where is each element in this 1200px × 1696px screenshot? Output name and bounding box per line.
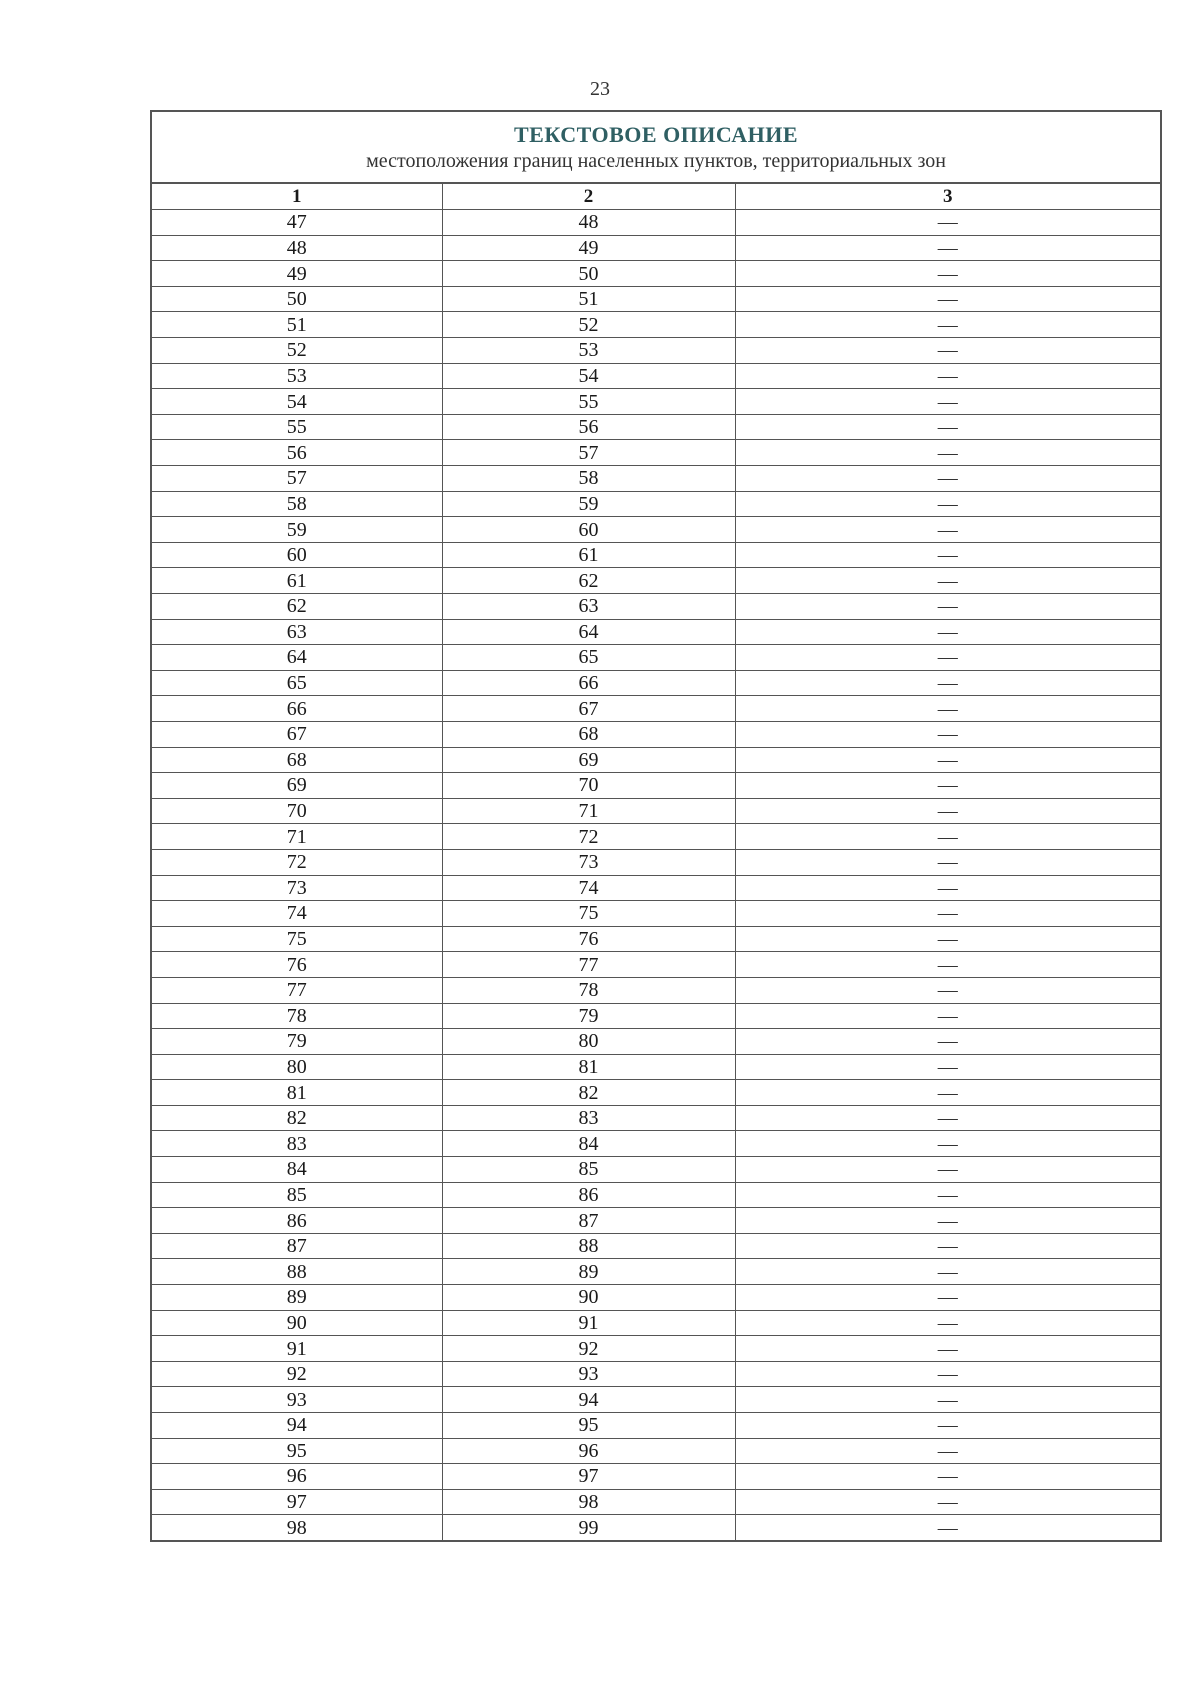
table-row xyxy=(152,875,1160,901)
table-cell-col1: 50 xyxy=(152,286,442,312)
column-header-3: 3 xyxy=(735,184,1160,210)
table-row xyxy=(152,977,1160,1003)
table-body xyxy=(152,210,1160,1541)
boundary-grid xyxy=(152,184,1160,1540)
table-cell-col1: 90 xyxy=(152,1310,442,1336)
table-cell-col1: 88 xyxy=(152,1259,442,1285)
table-subtitle: местоположения границ населенных пунктов, территориальных зон xyxy=(366,150,946,172)
table-row xyxy=(152,670,1160,696)
table-cell-col1: 84 xyxy=(152,1157,442,1183)
table-cell-col1: 79 xyxy=(152,1029,442,1055)
table-title-block xyxy=(152,112,1160,184)
table-cell-col3: — xyxy=(735,1080,1160,1106)
table-cell-col3: — xyxy=(735,1285,1160,1311)
table-cell-col2: 67 xyxy=(442,696,735,722)
table-row xyxy=(152,1208,1160,1234)
table-row xyxy=(152,696,1160,722)
table-cell-col1: 97 xyxy=(152,1489,442,1515)
table-cell-col3: — xyxy=(735,491,1160,517)
table-cell-col1: 55 xyxy=(152,414,442,440)
table-cell-col2: 97 xyxy=(442,1464,735,1490)
table-cell-col2: 78 xyxy=(442,977,735,1003)
table-cell-col1: 69 xyxy=(152,773,442,799)
table-cell-col1: 82 xyxy=(152,1105,442,1131)
table-cell-col3: — xyxy=(735,1131,1160,1157)
table-cell-col1: 66 xyxy=(152,696,442,722)
table-cell-col1: 93 xyxy=(152,1387,442,1413)
table-cell-col3: — xyxy=(735,440,1160,466)
page-number: 23 xyxy=(590,78,610,100)
table-cell-col3: — xyxy=(735,286,1160,312)
table-cell-col2: 73 xyxy=(442,849,735,875)
table-cell-col2: 56 xyxy=(442,414,735,440)
table-cell-col1: 65 xyxy=(152,670,442,696)
table-row xyxy=(152,517,1160,543)
table-cell-col1: 60 xyxy=(152,542,442,568)
table-cell-col1: 48 xyxy=(152,235,442,261)
table-cell-col1: 51 xyxy=(152,312,442,338)
table-cell-col3: — xyxy=(735,594,1160,620)
table-cell-col1: 70 xyxy=(152,798,442,824)
table-cell-col3: — xyxy=(735,542,1160,568)
table-cell-col2: 61 xyxy=(442,542,735,568)
table-cell-col2: 80 xyxy=(442,1029,735,1055)
table-row xyxy=(152,926,1160,952)
table-cell-col3: — xyxy=(735,1029,1160,1055)
table-row xyxy=(152,1054,1160,1080)
table-cell-col3: — xyxy=(735,824,1160,850)
table-cell-col3: — xyxy=(735,1361,1160,1387)
table-cell-col1: 52 xyxy=(152,338,442,364)
table-cell-col3: — xyxy=(735,363,1160,389)
table-row xyxy=(152,645,1160,671)
table-cell-col1: 72 xyxy=(152,849,442,875)
table-row xyxy=(152,338,1160,364)
table-cell-col3: — xyxy=(735,1310,1160,1336)
table-cell-col1: 89 xyxy=(152,1285,442,1311)
table-cell-col1: 92 xyxy=(152,1361,442,1387)
table-cell-col2: 63 xyxy=(442,594,735,620)
table-row xyxy=(152,440,1160,466)
table-cell-col2: 88 xyxy=(442,1233,735,1259)
table-row xyxy=(152,1259,1160,1285)
table-row xyxy=(152,798,1160,824)
description-table xyxy=(150,110,1162,1542)
table-cell-col1: 61 xyxy=(152,568,442,594)
table-cell-col1: 85 xyxy=(152,1182,442,1208)
table-cell-col3: — xyxy=(735,952,1160,978)
column-header-2: 2 xyxy=(442,184,735,210)
table-row xyxy=(152,849,1160,875)
table-cell-col3: — xyxy=(735,261,1160,287)
table-cell-col3: — xyxy=(735,849,1160,875)
table-row xyxy=(152,1413,1160,1439)
table-cell-col1: 83 xyxy=(152,1131,442,1157)
table-row xyxy=(152,1233,1160,1259)
table-cell-col3: — xyxy=(735,619,1160,645)
table-cell-col2: 85 xyxy=(442,1157,735,1183)
table-row xyxy=(152,235,1160,261)
table-row xyxy=(152,1489,1160,1515)
table-cell-col2: 48 xyxy=(442,210,735,236)
table-row xyxy=(152,824,1160,850)
table-cell-col2: 66 xyxy=(442,670,735,696)
table-cell-col1: 98 xyxy=(152,1515,442,1541)
table-cell-col1: 56 xyxy=(152,440,442,466)
table-cell-col1: 76 xyxy=(152,952,442,978)
table-cell-col2: 53 xyxy=(442,338,735,364)
table-cell-col3: — xyxy=(735,1336,1160,1362)
table-cell-col1: 47 xyxy=(152,210,442,236)
table-cell-col3: — xyxy=(937,1516,958,1539)
table-cell-col2: 91 xyxy=(442,1310,735,1336)
table-cell-col2: 92 xyxy=(442,1336,735,1362)
table-cell-col3: — xyxy=(735,1438,1160,1464)
table-cell-col2: 98 xyxy=(442,1489,735,1515)
table-cell-col1: 62 xyxy=(152,594,442,620)
table-cell-col2: 79 xyxy=(442,1003,735,1029)
table-row xyxy=(152,1515,1160,1541)
table-cell-col2: 93 xyxy=(442,1361,735,1387)
table-cell-col2: 59 xyxy=(442,491,735,517)
table-cell-col3: — xyxy=(735,414,1160,440)
table-cell-col2: 62 xyxy=(442,568,735,594)
table-cell-col1: 53 xyxy=(152,363,442,389)
table-cell-col1: 75 xyxy=(152,926,442,952)
table-cell-col2: 70 xyxy=(442,773,735,799)
table-row xyxy=(152,1310,1160,1336)
table-row xyxy=(152,1285,1160,1311)
table-cell-col3: — xyxy=(735,568,1160,594)
table-row xyxy=(152,773,1160,799)
table-cell-col2: 50 xyxy=(442,261,735,287)
table-cell-col2: 52 xyxy=(442,312,735,338)
table-cell-col3: — xyxy=(735,338,1160,364)
table-row xyxy=(152,721,1160,747)
table-cell-col3: — xyxy=(735,1157,1160,1183)
table-cell-col3: — xyxy=(735,1413,1160,1439)
table-row xyxy=(152,1029,1160,1055)
table-row xyxy=(152,1361,1160,1387)
table-cell-col2: 64 xyxy=(442,619,735,645)
column-header-1: 1 xyxy=(152,184,442,210)
table-row xyxy=(152,1387,1160,1413)
table-row xyxy=(152,1003,1160,1029)
table-cell-col1: 95 xyxy=(152,1438,442,1464)
table-cell-col3: — xyxy=(735,670,1160,696)
table-row xyxy=(152,1438,1160,1464)
header-row xyxy=(152,184,1160,210)
table-cell-col2: 99 xyxy=(442,1515,735,1541)
table-row xyxy=(152,594,1160,620)
table-cell-col2: 72 xyxy=(442,824,735,850)
table-row xyxy=(152,1464,1160,1490)
table-cell-col3: — xyxy=(735,312,1160,338)
table-row xyxy=(152,312,1160,338)
table-cell-col3: — xyxy=(735,1489,1160,1515)
table-cell-col3: — xyxy=(735,1233,1160,1259)
table-cell-col1: 78 xyxy=(152,1003,442,1029)
table-cell-col2: 76 xyxy=(442,926,735,952)
table-row xyxy=(152,414,1160,440)
table-cell-col2: 84 xyxy=(442,1131,735,1157)
table-cell-col3: — xyxy=(735,1003,1160,1029)
table-cell-col3: — xyxy=(735,1054,1160,1080)
table-cell-col3: — xyxy=(735,1208,1160,1234)
table-title: ТЕКСТОВОЕ ОПИСАНИЕ xyxy=(513,122,798,147)
table-cell-col1: 73 xyxy=(152,875,442,901)
table-cell-col3: — xyxy=(735,773,1160,799)
table-cell-col2: 58 xyxy=(442,466,735,492)
table-cell-col2: 87 xyxy=(442,1208,735,1234)
table-cell-col2: 96 xyxy=(442,1438,735,1464)
table-row xyxy=(152,619,1160,645)
table-cell-col3: — xyxy=(735,389,1160,415)
table-cell-col3: — xyxy=(735,645,1160,671)
table-row xyxy=(152,1080,1160,1106)
table-row xyxy=(152,1336,1160,1362)
table-cell-col1: 96 xyxy=(152,1464,442,1490)
table-cell-col3: — xyxy=(735,1182,1160,1208)
table-cell-col3: — xyxy=(735,721,1160,747)
table-cell-col2: 68 xyxy=(442,721,735,747)
table-row xyxy=(152,952,1160,978)
table-row xyxy=(152,747,1160,773)
table-cell-col3: — xyxy=(735,517,1160,543)
table-cell-col3: — xyxy=(735,235,1160,261)
table-row xyxy=(152,286,1160,312)
table-cell-col2: 89 xyxy=(442,1259,735,1285)
table-cell-col1: 54 xyxy=(152,389,442,415)
table-cell-col3: — xyxy=(735,1464,1160,1490)
table-cell-col3: — xyxy=(735,1259,1160,1285)
table-cell-col1: 67 xyxy=(152,721,442,747)
table-cell-col3: — xyxy=(735,1387,1160,1413)
table-cell-col2: 65 xyxy=(442,645,735,671)
table-cell-col2: 69 xyxy=(442,747,735,773)
table-cell-col2: 90 xyxy=(442,1285,735,1311)
table-cell-col1: 71 xyxy=(152,824,442,850)
table-row xyxy=(152,542,1160,568)
table-cell-col2: 54 xyxy=(442,363,735,389)
table-cell-col1: 58 xyxy=(152,491,442,517)
table-cell-col2: 95 xyxy=(442,1413,735,1439)
table-cell-col3: — xyxy=(735,466,1160,492)
table-cell-col1: 63 xyxy=(152,619,442,645)
table-cell-col3: — xyxy=(735,696,1160,722)
table-row xyxy=(152,901,1160,927)
table-cell-col3: — xyxy=(735,901,1160,927)
table-row xyxy=(152,389,1160,415)
table-cell-col1: 91 xyxy=(152,1336,442,1362)
table-cell-col1: 68 xyxy=(152,747,442,773)
table-cell-col3: — xyxy=(735,210,1160,236)
table-cell-col1: 81 xyxy=(152,1080,442,1106)
table-cell-col2: 55 xyxy=(442,389,735,415)
table-row xyxy=(152,568,1160,594)
table-row xyxy=(152,1182,1160,1208)
table-cell-col1: 94 xyxy=(152,1413,442,1439)
table-cell-col1: 49 xyxy=(152,261,442,287)
table-cell-col3: — xyxy=(735,1105,1160,1131)
table-cell-col3: — xyxy=(735,926,1160,952)
table-cell-col2: 71 xyxy=(442,798,735,824)
table-cell-col2: 60 xyxy=(442,517,735,543)
table-row xyxy=(152,210,1160,236)
table-cell-col2: 74 xyxy=(442,875,735,901)
table-cell-col2: 83 xyxy=(442,1105,735,1131)
table-cell-col1: 77 xyxy=(152,977,442,1003)
table-cell-col2: 94 xyxy=(442,1387,735,1413)
table-cell-col3: — xyxy=(735,875,1160,901)
table-row xyxy=(152,1131,1160,1157)
table-row xyxy=(152,491,1160,517)
table-cell-col2: 81 xyxy=(442,1054,735,1080)
table-cell-col1: 87 xyxy=(152,1233,442,1259)
table-cell-col1: 57 xyxy=(152,466,442,492)
table-cell-col2: 49 xyxy=(442,235,735,261)
table-row xyxy=(152,1105,1160,1131)
table-cell-col3: — xyxy=(735,747,1160,773)
table-cell-col1: 86 xyxy=(152,1208,442,1234)
table-cell-col2: 77 xyxy=(442,952,735,978)
table-cell-col1: 74 xyxy=(152,901,442,927)
table-cell-col3: — xyxy=(735,977,1160,1003)
table-cell-col1: 64 xyxy=(152,645,442,671)
table-cell-col3: — xyxy=(735,798,1160,824)
table-cell-col2: 51 xyxy=(442,286,735,312)
table-cell-col2: 82 xyxy=(442,1080,735,1106)
table-row xyxy=(152,466,1160,492)
table-row xyxy=(152,261,1160,287)
table-cell-col1: 80 xyxy=(152,1054,442,1080)
table-row xyxy=(152,1157,1160,1183)
table-cell-col1: 59 xyxy=(152,517,442,543)
table-cell-col2: 75 xyxy=(442,901,735,927)
table-cell-col2: 86 xyxy=(442,1182,735,1208)
table-row xyxy=(152,363,1160,389)
table-cell-col2: 57 xyxy=(442,440,735,466)
